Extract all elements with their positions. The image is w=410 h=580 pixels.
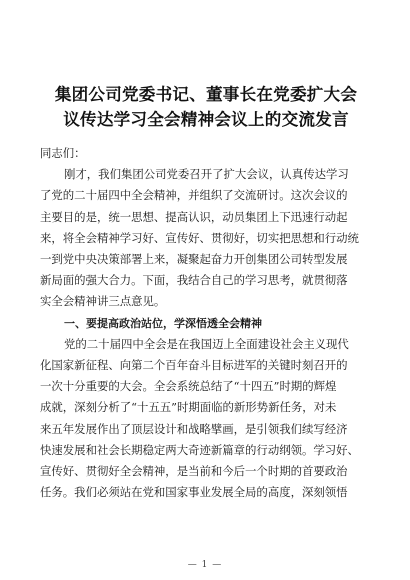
document-title [40,82,372,132]
text-line: 主要目的是，统一思想、提高认识，动员集团上下迅速行动起 [40,209,348,224]
paragraph-intro [40,164,374,312]
text-line: 了党的二十届四中全会精神，并组织了交流研讨。这次会议的 [40,188,348,203]
text-line: 成就，深刻分析了“十五五”时期面临的新形势新任务，对未 [40,400,337,415]
text-line: 党的二十届四中全会是在我国迈上全面建设社会主义现代 [64,336,349,351]
text-line: 一到党中央决策部署上来，凝聚起奋力开创集团公司转型发展 [40,252,348,267]
text-line: 刚才，我们集团公司党委召开了扩大会议，认真传达学习 [64,167,349,182]
text-line: 化国家新征程、向第二个百年奋斗目标进军的关键时刻召开的 [40,358,348,373]
paragraph-section-one [40,334,374,504]
text-line: 新局面的强大合力。下面，我结合自己的学习思考，就贯彻落 [40,273,348,288]
section-heading: 一、要提高政治站位，学深悟透全会精神 [64,316,262,330]
text-line: 来五年发展作出了顶层设计和战略擘画，是引领我们续写经济 [40,421,348,436]
text-line: 任务。我们必须站在党和国家事业发展全局的高度，深刻领悟 [40,485,348,500]
title-line: 集团公司党委书记、董事长在党委扩大会 [54,85,358,104]
salutation: 同志们： [40,146,86,160]
title-line: 议传达学习全会精神会议上的交流发言 [63,110,349,129]
page-number: — 1 — [187,560,223,570]
document-body [40,143,374,503]
text-line: 实全会精神讲三点意见。 [40,294,166,309]
text-line: 宣传好、贯彻好全会精神，是当前和今后一个时期的首要政治 [40,464,348,479]
text-line: 快速发展和社会长期稳定两大奇迹新篇章的行动纲领。学习好、 [40,442,359,457]
text-line: 来，将全会精神学习好、宣传好、贯彻好，切实把思想和行动统 [40,230,359,245]
text-line: 一次十分重要的大会。全会系统总结了“十四五”时期的辉煌 [40,379,337,394]
